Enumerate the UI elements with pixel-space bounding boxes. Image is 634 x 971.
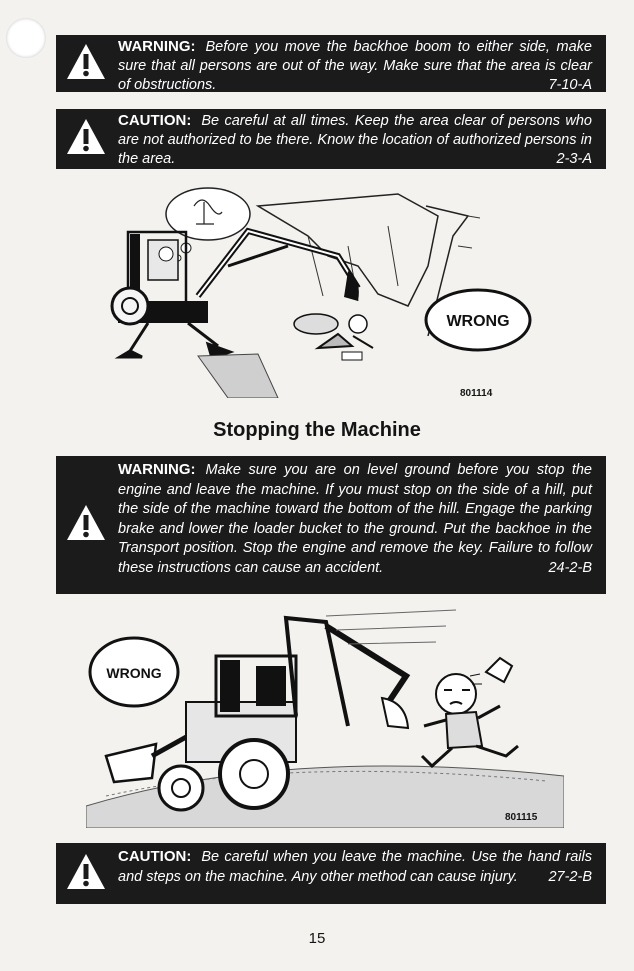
notice-code: 7-10-A bbox=[548, 77, 592, 93]
caution-box-area bbox=[56, 109, 606, 169]
safety-alert-icon bbox=[66, 43, 106, 81]
caution-text bbox=[118, 847, 592, 887]
wrong-badge bbox=[426, 290, 530, 350]
warning-keyword: WARNING: bbox=[118, 461, 196, 478]
safety-alert-icon bbox=[66, 853, 106, 891]
warning-box-boom bbox=[56, 35, 606, 92]
caution-box-leaving bbox=[56, 843, 606, 904]
notice-code: 24-2-B bbox=[548, 560, 592, 576]
figure-number: 801114 bbox=[460, 388, 493, 399]
page-number: 15 bbox=[308, 930, 326, 947]
warning-keyword: WARNING: bbox=[118, 38, 196, 55]
running-person bbox=[422, 658, 518, 766]
warning-body: Before you move the backhoe boom to either side, make sure that all persons are out of the way. Make sure that the area is clear of obstructions. bbox=[118, 39, 592, 93]
wrong-label: WRONG bbox=[446, 313, 510, 330]
backhoe-swing-illustration bbox=[108, 176, 548, 398]
warning-body: Make sure you are on level ground before you stop the engine and leave the machine. If you must stop on the side of a hill, put the side of the machine toward the bottom of the hill. Engage the parking brake and lower the loader bucket to the ground. Put the backhoe in the Transport position. Stop the engine and remove the key. Failure to follow these instructions can cause an accident. bbox=[118, 462, 592, 576]
runaway-backhoe-illustration bbox=[86, 606, 564, 828]
caution-keyword: CAUTION: bbox=[118, 112, 192, 129]
figure-number: 801115 bbox=[505, 812, 538, 823]
safety-alert-icon bbox=[66, 504, 106, 542]
binder-hole bbox=[6, 18, 46, 58]
caution-keyword: CAUTION: bbox=[118, 848, 192, 865]
notice-code: 2-3-A bbox=[556, 151, 592, 167]
caution-text bbox=[118, 111, 592, 169]
section-title: Stopping the Machine bbox=[213, 419, 421, 441]
warning-text bbox=[118, 460, 592, 578]
notice-code: 27-2-B bbox=[548, 869, 592, 885]
caution-body: Be careful when you leave the machine. Use the hand rails and steps on the machine. Any other method can cause injury. bbox=[118, 849, 592, 885]
warning-text bbox=[118, 37, 592, 95]
caution-body: Be careful at all times. Keep the area clear of persons who are not authorized to be there. Know the location of authorized persons in the area. bbox=[118, 113, 592, 167]
wrong-label: WRONG bbox=[106, 665, 162, 681]
wrong-badge bbox=[90, 638, 178, 706]
safety-alert-icon bbox=[66, 118, 106, 156]
warning-box-stopping bbox=[56, 456, 606, 594]
